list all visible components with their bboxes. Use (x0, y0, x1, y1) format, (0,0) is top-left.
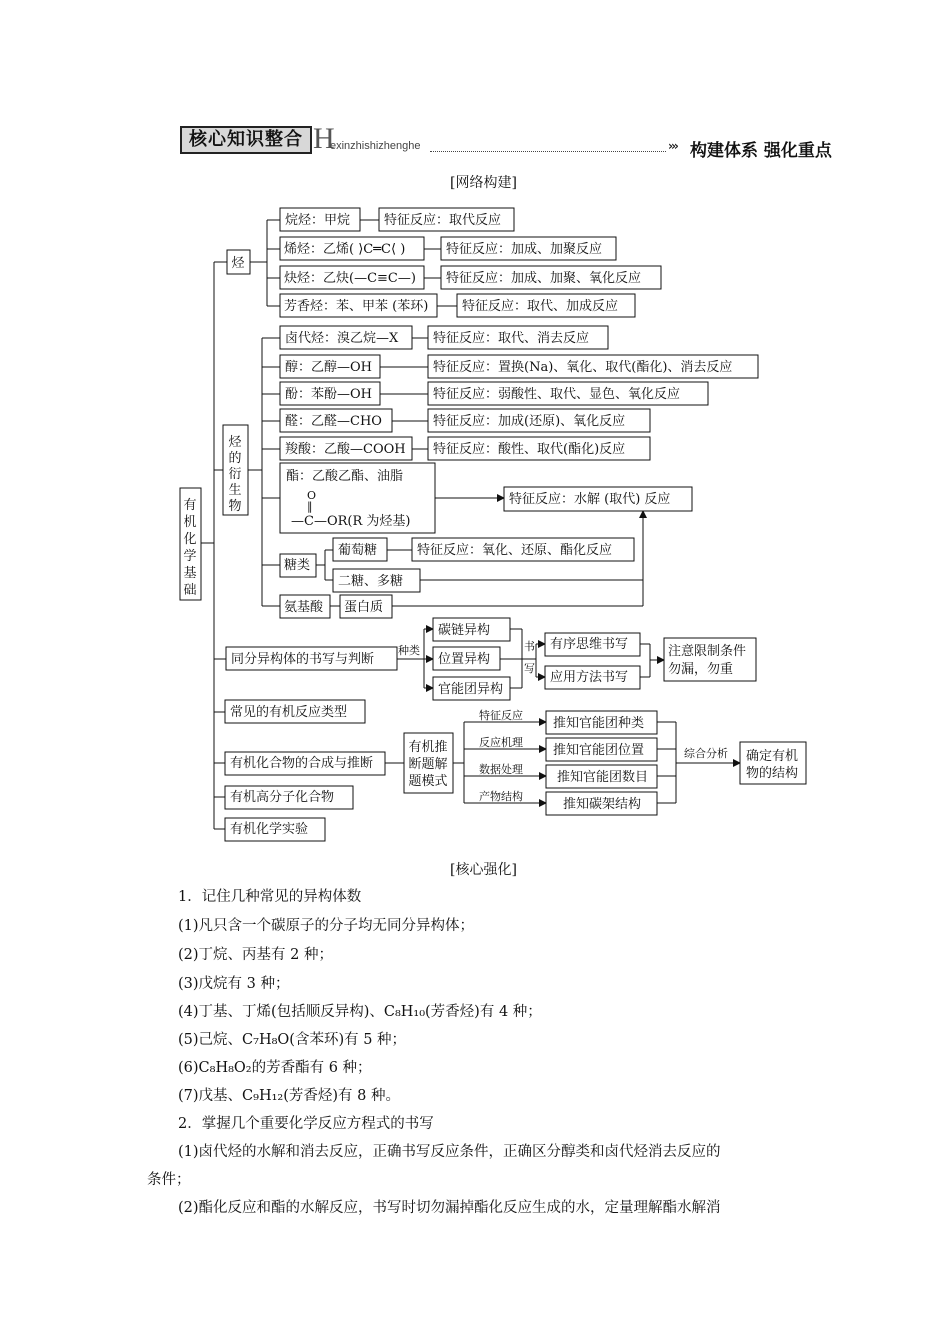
node-alkane: 烷烃：甲烷 (285, 213, 351, 228)
node-aromatic-reaction: 特征反应：取代、加成反应 (462, 299, 619, 314)
node-synthesis: 有机化合物的合成与推断 (230, 756, 374, 771)
node-confirm-1: 确定有机 (746, 749, 799, 764)
paragraph-10: (1)卤代烃的水解和消去反应，正确书写反应条件，正确区分醇类和卤代烃消去反应的 (178, 1144, 721, 1160)
node-glucose-reaction: 特征反应：氧化、还原、酯化反应 (417, 543, 613, 558)
node-halide: 卤代烃：溴乙烷—X (285, 331, 399, 346)
paragraph-2: (1)凡只含一个碳原子的分子均无同分异构体； (178, 918, 475, 934)
node-infer-type: 推知官能团种类 (553, 716, 645, 731)
section-title-core: [核心强化] (450, 862, 517, 878)
node-phenol: 酚：苯酚—OH (285, 387, 372, 402)
node-phenol-reaction: 特征反应：弱酸性、取代、显色、氧化反应 (433, 387, 681, 402)
node-infer-skeleton: 推知碳架结构 (563, 797, 642, 812)
node-protein: 蛋白质 (344, 600, 384, 615)
node-aldehyde-reaction: 特征反应：加成(还原)、氧化反应 (433, 414, 626, 429)
node-position-isomer: 位置异构 (438, 652, 491, 667)
node-isomer: 同分异构体的书写与判断 (231, 652, 375, 667)
node-amino-acid: 氨基酸 (284, 600, 324, 615)
root-char-4: 学 (183, 549, 197, 564)
label-kinds: 种类 (398, 644, 420, 657)
paragraph-9: 2．掌握几个重要化学反应方程式的书写 (178, 1116, 434, 1132)
node-pattern-1: 有机推 (408, 740, 448, 755)
node-acid-reaction: 特征反应：酸性、取代(酯化)反应 (433, 442, 626, 457)
node-confirm-2: 物的结构 (746, 766, 799, 781)
node-alkane-reaction: 特征反应：取代反应 (384, 213, 502, 228)
node-halide-reaction: 特征反应：取代、消去反应 (433, 331, 590, 346)
node-alcohol: 醇：乙醇—OH (285, 360, 372, 375)
node-disaccharide: 二糖、多糖 (338, 574, 404, 589)
node-hydrocarbon: 烃 (231, 256, 245, 271)
node-ester-title: 酯：乙酸乙酯、油脂 (286, 469, 404, 484)
paragraph-1: 1．记住几种常见的异构体数 (178, 889, 362, 905)
paragraph-4: (3)戊烷有 3 种； (178, 976, 290, 992)
paragraph-5: (4)丁基、丁烯(包括顺反异构)、C₈H₁₀(芳香烃)有 4 种； (178, 1004, 542, 1020)
banner-pinyin: exinzhishizhenghe (330, 140, 421, 152)
banner-arrows: ››› (668, 139, 677, 153)
node-infer-count: 推知官能团数目 (557, 770, 649, 785)
node-ester-reaction: 特征反应：水解 (取代) 反应 (509, 492, 671, 507)
banner-subtitle: 构建体系 强化重点 (690, 141, 832, 161)
node-alkyne-reaction: 特征反应：加成、加聚、氧化反应 (446, 271, 642, 286)
node-attention-1: 注意限制条件 (668, 644, 747, 659)
node-glucose: 葡萄糖 (338, 543, 378, 558)
node-alcohol-reaction: 特征反应：置换(Na)、氧化、取代(酯化)、消去反应 (433, 360, 733, 375)
node-ester-oxygen: O (307, 489, 317, 502)
label-product-structure: 产物结构 (479, 790, 523, 803)
node-aromatic: 芳香烃：苯、甲苯 (苯环) (284, 299, 429, 314)
node-ordered-writing: 有序思维书写 (550, 637, 629, 652)
root-char-3: 化 (183, 532, 197, 547)
label-write-2: 写 (524, 662, 535, 675)
section-banner-title: 核心知识整合 (180, 126, 312, 154)
node-sugar: 糖类 (284, 558, 311, 573)
node-alkene-reaction: 特征反应：加成、加聚反应 (446, 242, 603, 257)
label-mechanism: 反应机理 (479, 736, 523, 749)
node-pattern-3: 题模式 (408, 774, 448, 789)
paragraph-8: (7)戊基、C₉H₁₂(芳香烃)有 8 种。 (178, 1088, 400, 1104)
root-char-1: 有 (183, 498, 197, 513)
root-char-2: 机 (183, 515, 197, 530)
paragraph-7: (6)C₈H₈O₂的芳香酯有 6 种； (178, 1060, 372, 1076)
paragraph-3: (2)丁烷、丙基有 2 种； (178, 947, 333, 963)
node-pattern-2: 断题解 (408, 757, 448, 772)
derivative-char-5: 物 (228, 499, 242, 514)
root-char-6: 础 (183, 583, 197, 598)
node-chain-isomer: 碳链异构 (438, 623, 491, 638)
paragraph-11: 条件； (147, 1172, 191, 1188)
node-common-reactions: 常见的有机反应类型 (230, 705, 348, 720)
section-title-network: [网络构建] (450, 175, 517, 191)
node-attention-2: 勿漏，勿重 (668, 662, 734, 677)
node-acid: 羧酸：乙酸—COOH (285, 442, 406, 457)
node-ester-double-bond: ‖ (307, 500, 313, 513)
derivative-char-3: 衍 (228, 467, 242, 482)
node-alkyne: 炔烃：乙炔(—C≡C—) (284, 271, 416, 286)
node-functional-isomer: 官能团异构 (438, 682, 504, 697)
node-ester-structure: —C—OR(R 为烃基) (291, 514, 411, 529)
derivative-char-4: 生 (228, 483, 242, 498)
derivative-char-2: 的 (228, 451, 242, 466)
root-char-5: 基 (183, 566, 197, 581)
node-alkene: 烯烃：乙烯( ⟩C═C⟨ ) (284, 242, 406, 257)
paragraph-6: (5)己烷、C₇H₈O(含苯环)有 5 种； (178, 1032, 407, 1048)
node-method-writing: 应用方法书写 (550, 670, 629, 685)
label-feature-reaction: 特征反应 (479, 709, 523, 722)
label-write-1: 书 (524, 640, 535, 653)
label-data-processing: 数据处理 (479, 763, 523, 776)
derivative-char-1: 烃 (228, 435, 242, 450)
node-aldehyde: 醛：乙醛—CHO (285, 414, 382, 429)
node-infer-position: 推知官能团位置 (553, 743, 645, 758)
banner-initial-letter: H (313, 122, 335, 155)
node-polymer: 有机高分子化合物 (230, 790, 335, 805)
node-experiment: 有机化学实验 (230, 822, 309, 837)
label-comprehensive-analysis: 综合分析 (684, 747, 728, 760)
paragraph-12: (2)酯化反应和酯的水解反应，书写时切勿漏掉酯化反应生成的水，定量理解酯水解消 (178, 1200, 721, 1216)
